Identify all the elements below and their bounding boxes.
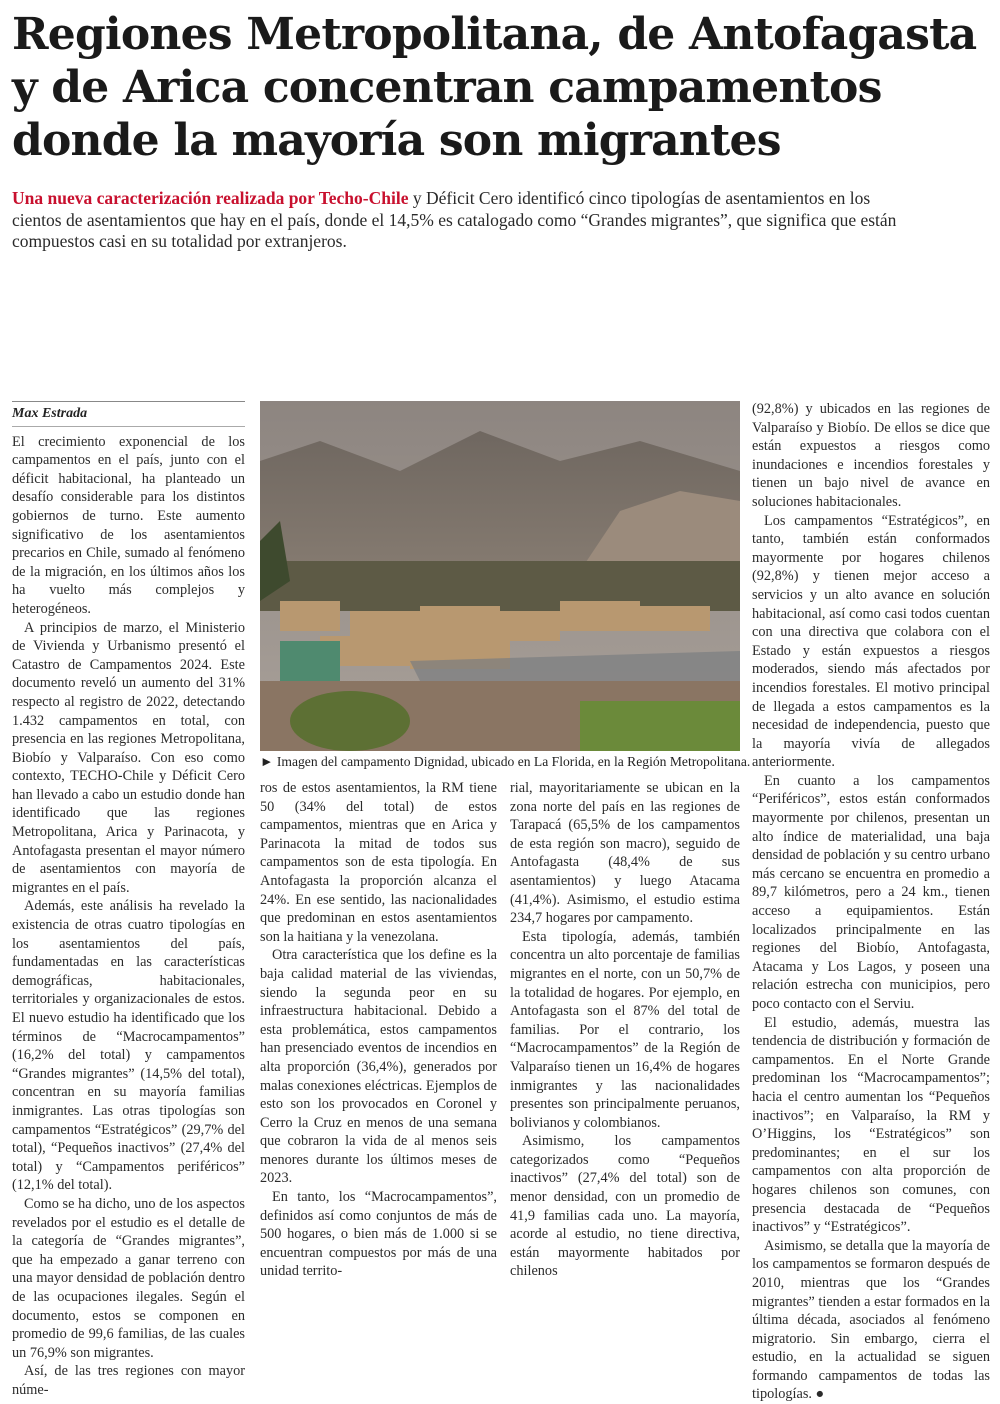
paragraph: (92,8%) y ubicados en las regiones de Valparaíso y Biobío. De ellos se dice que están expuestos a riesgos como inundaciones e incendios forestales y tienen un bajo nivel de avance en soluciones habitacionales.	[752, 401, 990, 510]
photo-caption	[260, 754, 750, 770]
paragraph: ros de estos asentamientos, la RM tiene 50 (34% del total) de estos campamentos, mientras que en Arica y Parinacota la mitad de todos sus campamentos son de esta tipología. En Antofagasta la proporción alcanza el 24%. En ese sentido, las nacionalidades que predominan en estos asentamientos son la haitiana y la venezolana.	[260, 780, 497, 945]
paragraph-text: Asimismo, se detalla que la mayoría de los campamentos se formaron después de 2010, mientras que los “Grandes migrantes” tienden a estar formados en la última década, asociados al fenómeno migratorio. Sin embargo, cierra el estudio, en la actualidad se siguen formando campamentos de todas las tipologías.	[752, 1237, 990, 1403]
paragraph: Esta tipología, además, también concentra un alto porcentaje de familias migrantes en el norte, con un 50,7% de la totalidad de hogares. Por ejemplo, en Antofagasta son el 87% del total de familias. Por el contrario, los “Macrocampamentos” de la Región de Valparaíso tienen un 16,4% de hogares inmigrantes y las nacionalidades presentes son principalmente peruanos, bolivianos y colombianos.	[510, 928, 740, 1131]
paragraph: Así, de las tres regiones con mayor núme-	[12, 1363, 245, 1398]
paragraph: En cuanto a los campamentos “Periféricos”, estos están conformados mayormente por chilenos, presentan un alto índice de materialidad, una baja densidad de población y su centro urbano más cercano se encuentra en promedio a 89,7 kilómetros, pero a 24 km., tienen acceso a equipamientos. Están localizados principalmente en las regiones del Biobío, Antofagasta, Atacama y Los Lagos, y poseen una relación estrecha con municipios, pero poco contacto con el Serviu.	[752, 772, 990, 1012]
paragraph: El crecimiento exponencial de los campamentos en el país, junto con el déficit habitacional, ha planteado un desafío considerable para los distintos gobiernos de turno. Este aumento significativo de los asentamientos precarios en Chile, sumado al fenómeno de la migración, en los últimos años los ha vuelto más complejos y heterogéneos.	[12, 433, 245, 617]
campamento-photo	[260, 401, 740, 751]
caption-text: Imagen del campamento Dignidad, ubicado en La Florida, en la Región Metropolitana.	[276, 754, 751, 769]
article-column-4	[752, 400, 990, 1404]
caption-arrow-icon: ►	[260, 754, 274, 769]
paragraph: Los campamentos “Estratégicos”, en tanto, también están conformados mayormente por hogares chilenos (92,8%) y tienen mejor acceso a servicios y un alto avance en solución habitacional, así como casi todos cuentan con una directiva que colabora con el Estado y están expuestos a riesgos moderados, siendo más afectados por incendios forestales. El motivo principal de llegada a estos campamentos es la necesidad de independencia, puesto que la mayoría vivía de allegados anteriormente.	[752, 512, 990, 771]
lead-text: y Déficit Cero identificó cinco tipologías de asentamientos en los cientos de asentamientos que hay en el país, donde el 14,5% es catalogado como “Grandes migrantes”, que significa que están compuestos casi en su totalidad por extranjeros.	[12, 188, 897, 251]
headline: Regiones Metropolitana, de Antofagasta y de Arica concentran campamentos donde la mayoría son migrantes	[12, 9, 977, 166]
last-paragraph	[752, 1237, 990, 1404]
paragraph: El estudio, además, muestra las tendencia de distribución y formación de campamentos. En el Norte Grande predominan los “Macrocampamentos”; hacia el centro aumentan los “Pequeños inactivos”; en Valparaíso, la RM y O’Higgins, los “Estratégicos” son predominantes; en el sur los campamentos con alta proporción de hogares chilenos son comunes, con presencia destacada de “Pequeños inactivos” y “Estratégicos”.	[752, 1014, 990, 1236]
paragraph: rial, mayoritariamente se ubican en la zona norte del país en las regiones de Tarapacá (65,5% de los campamentos de esta región son macro), seguido de Antofagasta (48,4% de sus asentamientos) y luego Atacama (41,4%). Asimismo, el estudio estima 234,7 hogares por campamento.	[510, 780, 740, 927]
article-column-2	[260, 779, 497, 1281]
article-column-1	[12, 401, 245, 1399]
end-mark-icon: ●	[815, 1386, 825, 1403]
photo-image	[260, 401, 740, 751]
paragraph: Además, este análisis ha revelado la existencia de otras cuatro tipologías en los asentamientos del país, fundamentadas en las características demográficas, habitacionales, territoriales y organizacionales de estos. El nuevo estudio ha identificado que los términos de “Macrocampamentos” (16,2% del total) y campamentos “Grandes migrantes” (14,5% del total), concentran en su mayoría familias inmigrantes. Las otras tipologías son campamentos “Estratégicos” (29,7% del total), “Pequeños inactivos” (27,4% del total) y “Campamentos periféricos” (12,1% del total).	[12, 898, 245, 1194]
paragraph: Como se ha dicho, uno de los aspectos revelados por el estudio es el detalle de la categoría de “Grandes migrantes”, que ha empezado a ganar terreno con una mayor densidad de población dentro de las ocupaciones ilegales. Según el documento, estos se componen en promedio de 99,6 familias, de las cuales un 76,9% son migrantes.	[12, 1195, 245, 1361]
lead-highlight: Una nueva caracterización realizada por Techo-Chile	[12, 188, 409, 208]
paragraph: En tanto, los “Macrocampamentos”, definidos así como conjuntos de más de 500 hogares, o bien más de 1.000 si se encuentran compuestos por más de una unidad territo-	[260, 1189, 497, 1280]
paragraph: A principios de marzo, el Ministerio de Vivienda y Urbanismo presentó el Catastro de Campamentos 2024. Este documento reveló un aumento del 31% respecto al registro de 2022, detectando 1.432 campamentos en total, con presencia en las regiones Metropolitana, Biobío y Valparaíso. Con eso como contexto, TECHO-Chile y Déficit Cero han llevado a cabo un estudio donde han identificado que las regiones Metropolitana, Arica y Parinacota, y Antofagasta presentan el mayor número de asentamientos con mayoría de migrantes en el país.	[12, 619, 245, 896]
lead-paragraph	[12, 188, 912, 253]
paragraph: Otra característica que los define es la baja calidad material de las viviendas, siendo la segunda peor en su infraestructura habitacional. Debido a esta problemática, estos campamentos han presenciado eventos de incendios en alta proporción (36,4%), generados por malas conexiones eléctricas. Ejemplos de esto son los provocados en Coronel y Cerro la Cruz en menos de una semana que cobraron la vida de al menos seis menores durante los últimos meses de 2023.	[260, 947, 498, 1187]
article-column-3	[510, 779, 740, 1281]
paragraph: Asimismo, los campamentos categorizados como “Pequeños inactivos” (27,4% del total) son de menor densidad, con un promedio de 41,9 familias cada uno. La mayoría, acorde al estudio, no tiene directiva, están mayormente habitados por chilenos	[510, 1133, 740, 1280]
byline: Max Estrada	[12, 401, 245, 427]
